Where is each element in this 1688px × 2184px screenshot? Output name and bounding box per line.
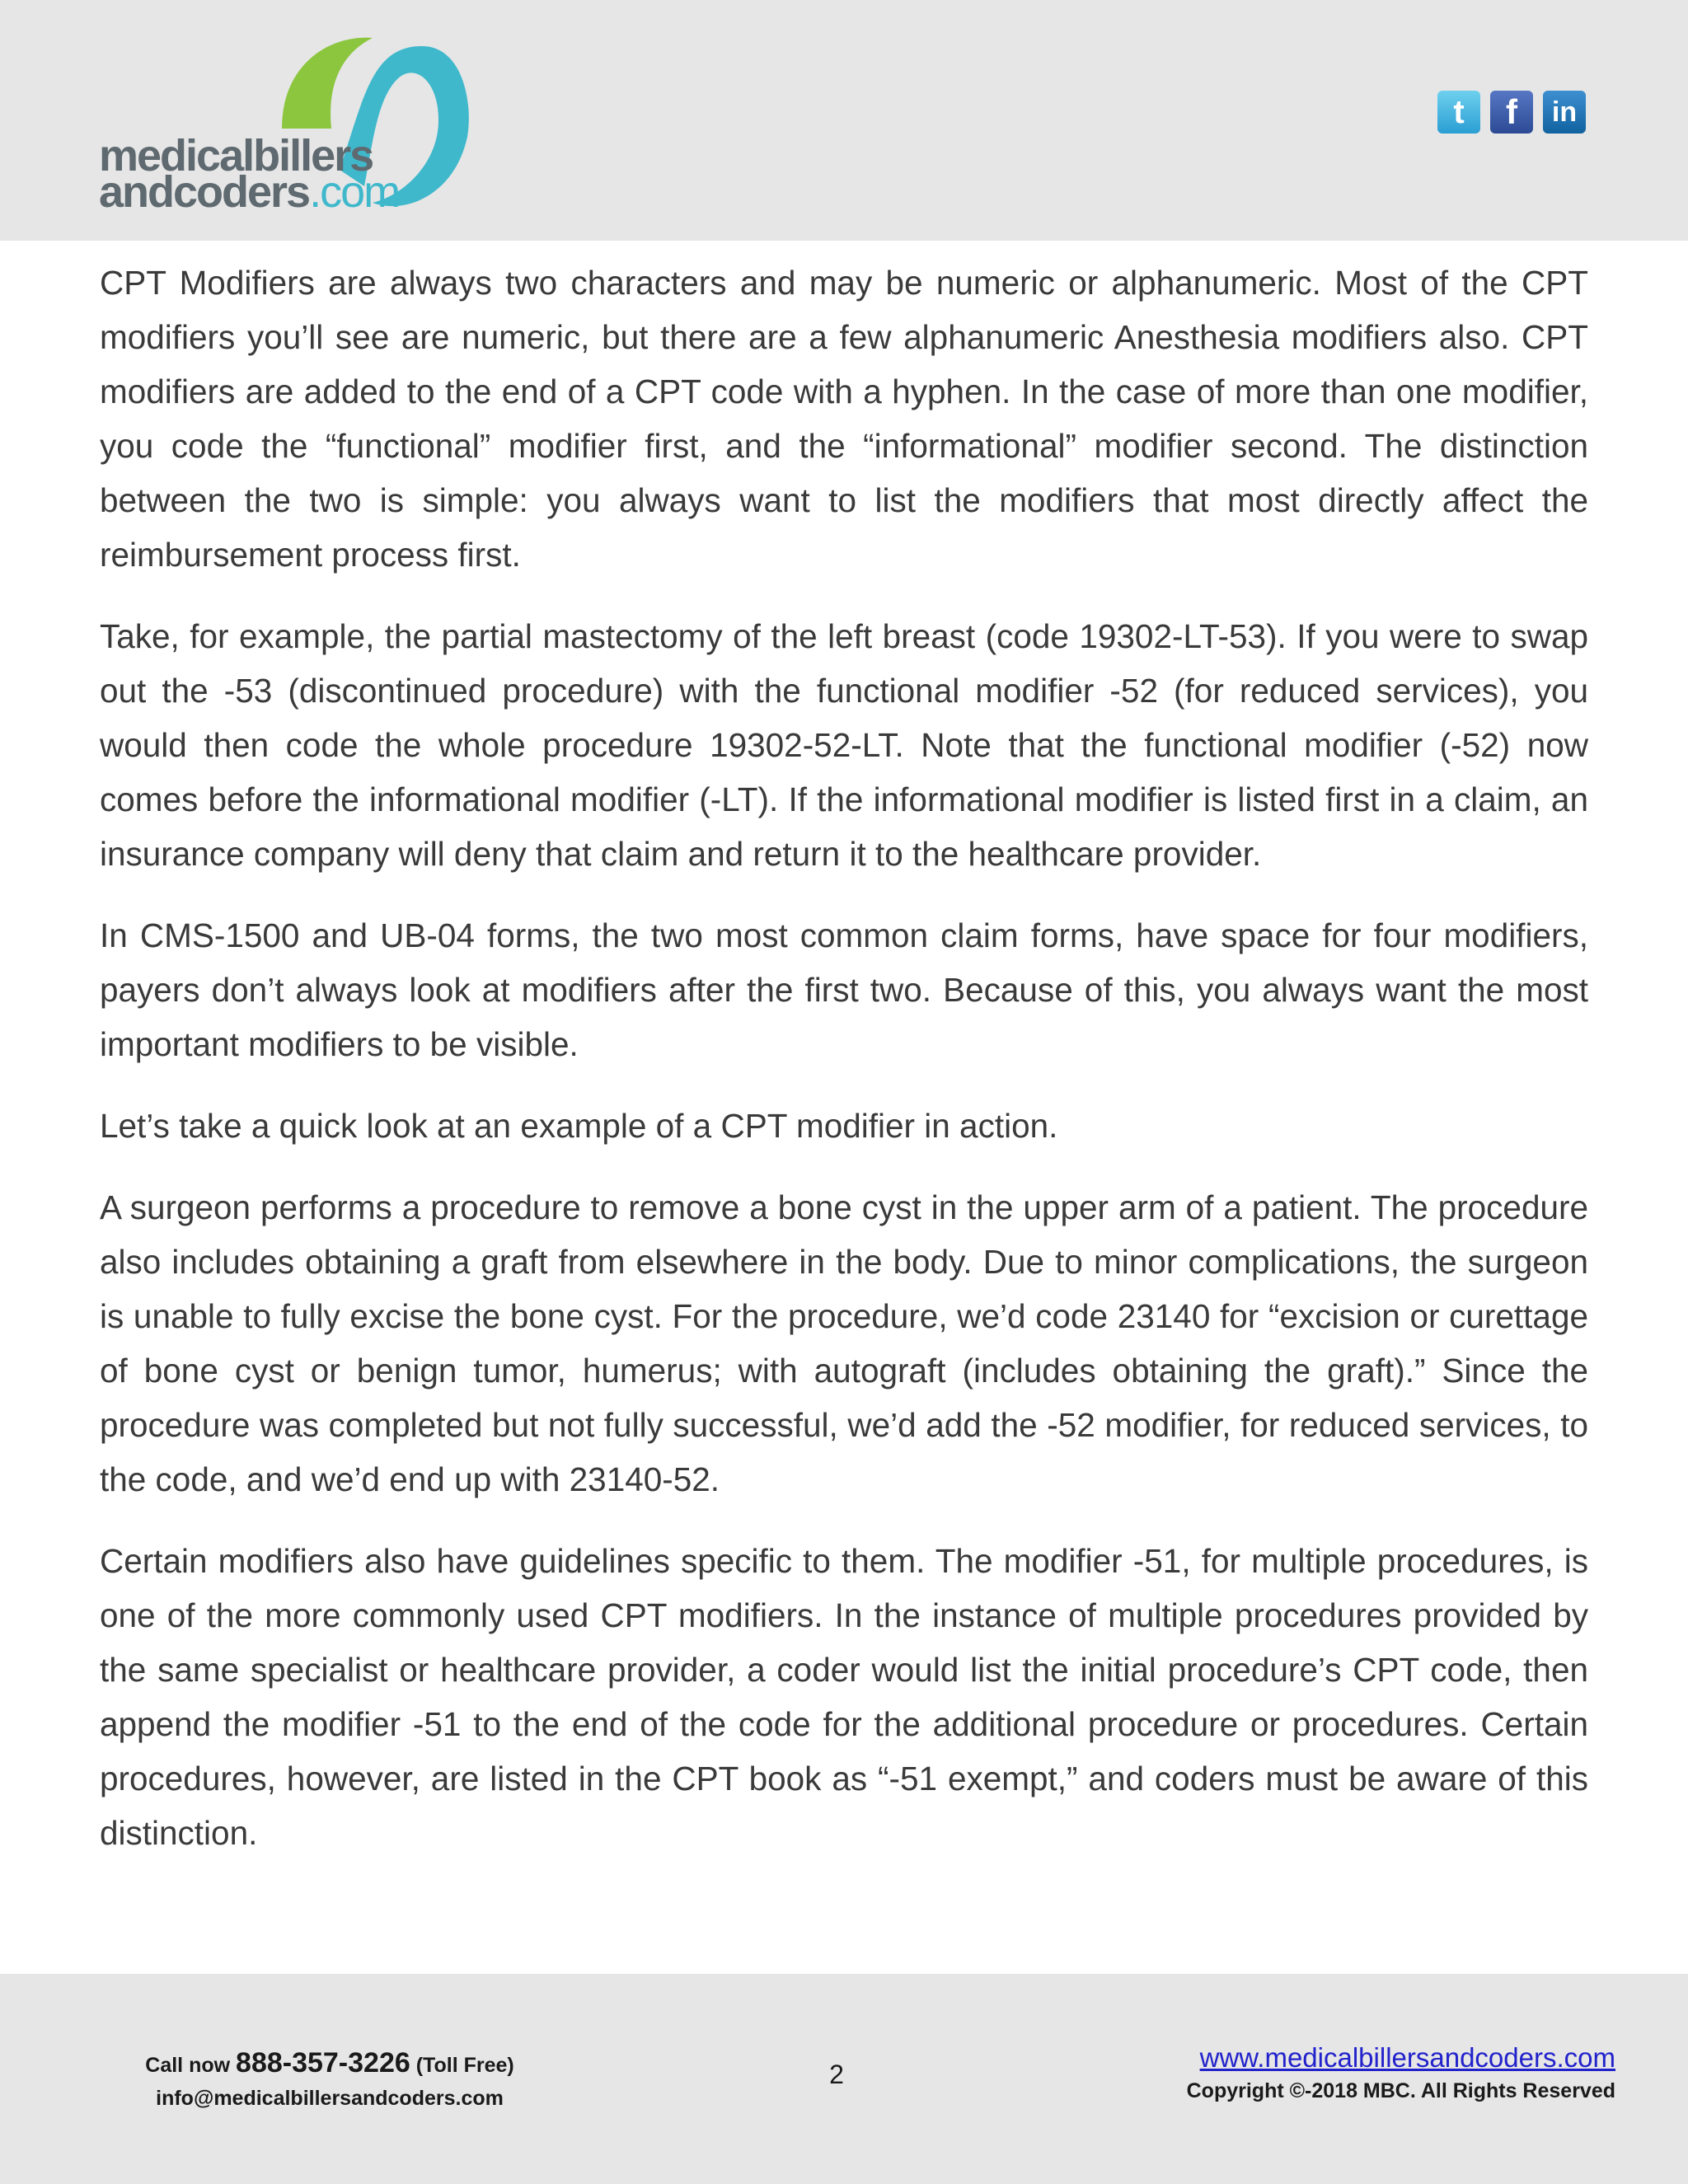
logo-text-top: medicalbillers [99, 131, 373, 180]
paragraph: CPT Modifiers are always two characters and may be numeric or alphanumeric. Most of the CPT modifiers you’ll see are numeric, but there are a few alphanumeric Anesthesia modifiers also. CPT modifiers are added to the end of a CPT code with a hyphen. In the case of more than one modifier, you code the “functional” modifier first, and the “informational” modifier second. The distinction between the two is simple: you always want to list the modifiers that most directly affect the reimbursement process first. [100, 264, 1588, 574]
phone-number[interactable]: 888-357-3226 [236, 2047, 410, 2079]
copyright-text: Copyright ©-2018 MBC. All Rights Reserved [1186, 2079, 1615, 2102]
call-prefix: Call now [145, 2054, 231, 2077]
email-address[interactable]: info@medicalbillersandcoders.com [156, 2087, 504, 2110]
toll-free-label: (Toll Free) [415, 2054, 514, 2077]
paragraph: Take, for example, the partial mastectomy of the left breast (code 19302-LT-53). If you were to swap out the -53 (discontinued procedure) with the functional modifier -52 (for reduced services), you would then code the whole procedure 19302-52-LT. Note that the functional modifier (-52) now comes before the informational modifier (-LT). If the informational modifier is listed first in a claim, an insurance company will deny that claim and return it to the healthcare provider. [100, 617, 1588, 873]
paragraph: A surgeon performs a procedure to remove a bone cyst in the upper arm of a patient. The procedure also includes obtaining a graft from elsewhere in the body. Due to minor complications, the surgeon is unable to fully excise the bone cyst. For the procedure, we’d code 23140 for “excision or curettage of bone cyst or benign tumor, humerus; with autograft (includes obtaining the graft).” Since the procedure was completed but not fully successful, we’d add the -52 modifier, for reduced services, to the code, and we’d end up with 23140-52. [100, 1188, 1588, 1498]
linkedin-icon[interactable]: in [1543, 91, 1586, 134]
phone-line [132, 2046, 528, 2082]
page-footer [0, 1974, 1688, 2184]
paragraph: In CMS-1500 and UB-04 forms, the two most common claim forms, have space for four modifiers, payers don’t always look at modifiers after the first two. Because of this, you always want the most important modifiers to be visible. [100, 916, 1588, 1063]
paragraph: Let’s take a quick look at an example of a CPT modifier in action. [100, 1107, 1058, 1145]
contact-info [132, 2046, 528, 2115]
facebook-icon[interactable]: f [1490, 91, 1533, 134]
logo-text-bottom [99, 167, 400, 217]
page-header [0, 0, 1688, 241]
website-link[interactable]: www.medicalbillersandcoders.com [1199, 2042, 1615, 2073]
article-body [100, 255, 1588, 1887]
logo-text-tld: .com [309, 167, 400, 217]
footer-right [1137, 2040, 1615, 2106]
page-number: 2 [829, 2060, 844, 2089]
logo-text-name: andcoders [99, 167, 310, 217]
paragraph: Certain modifiers also have guidelines specific to them. The modifier -51, for multiple procedures, is one of the more commonly used CPT modifiers. In the instance of multiple procedures provided by the same specialist or healthcare provider, a coder would list the initial procedure’s CPT code, then append the modifier -51 to the end of the code for the additional procedure or procedures. Certain procedures, however, are listed in the CPT book as “-51 exempt,” and coders must be aware of this distinction. [100, 1542, 1588, 1852]
twitter-icon[interactable]: t [1437, 91, 1480, 134]
company-logo[interactable] [92, 30, 480, 219]
